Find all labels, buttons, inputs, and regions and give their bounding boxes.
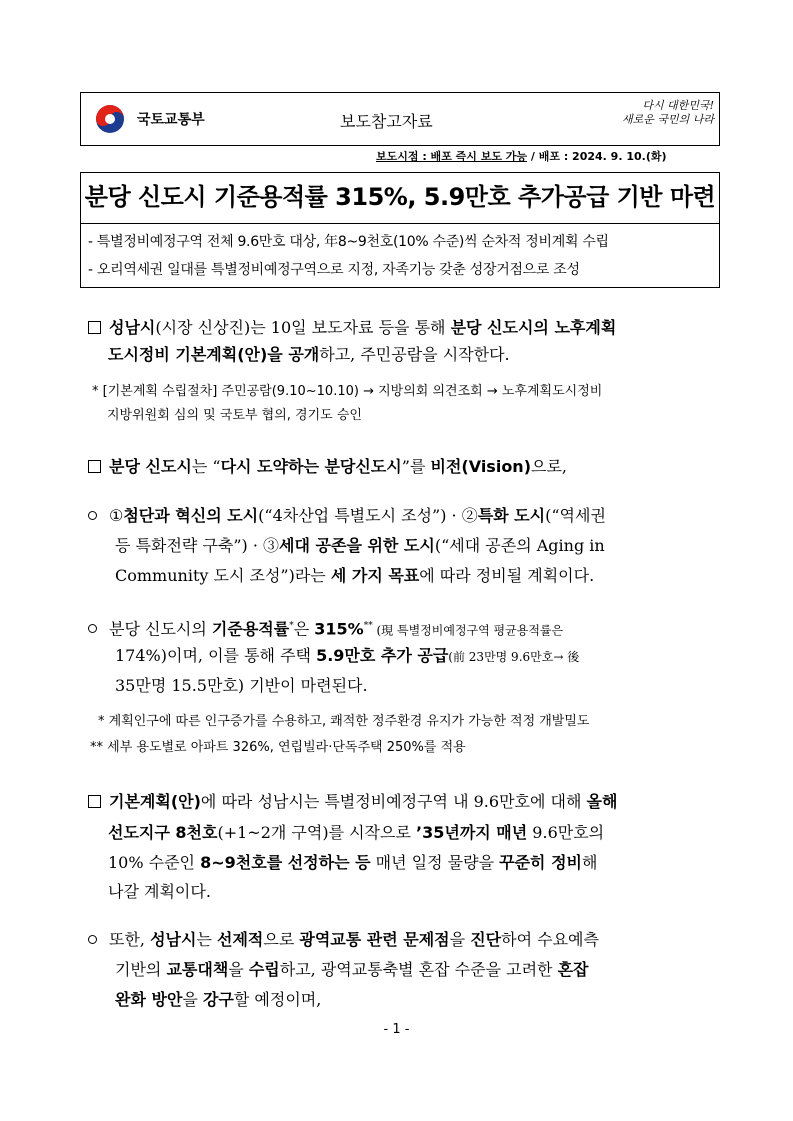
square-bullet-icon xyxy=(88,321,101,334)
paragraph-4-line-2: 174%)이며, 이를 통해 주택 5.9만호 추가 공급(前 23만명 9.6만호→ 後 xyxy=(115,646,580,665)
paragraph-5-line-1: 기본계획(안)에 따라 성남시는 특별정비예정구역 내 9.6만호에 대해 올해 xyxy=(88,792,617,812)
release-date: / 배포 : 2024. 9. 10.(화) xyxy=(527,150,667,163)
paragraph-4-note-1: * 계획인구에 따른 인구증가를 수용하고, 쾌적한 정주환경 유지가 가능한 적정 개발밀도 xyxy=(98,714,590,729)
paragraph-4-note-2: ** 세부 용도별로 아파트 326%, 연립빌라·단독주택 250%를 적용 xyxy=(90,740,466,755)
subtitle-1: - 특별정비예정구역 전체 9.6만호 대상, 年8~9천호(10% 수준)씩 순차적 정비계획 수립 xyxy=(88,234,609,250)
subtitle-2: - 오리역세권 일대를 특별정비예정구역으로 지정, 자족기능 갖춘 성장거점으로 조성 xyxy=(88,262,580,278)
circle-bullet-icon xyxy=(88,511,97,520)
paragraph-1-line-2: 도시정비 기본계획(안)을 공개하고, 주민공람을 시작한다. xyxy=(108,345,510,364)
paragraph-1-note-1: * [기본계획 수립절차] 주민공람(9.10~10.10) → 지방의회 의견조회 → 노후계획도시정비 xyxy=(92,384,603,399)
square-bullet-icon xyxy=(88,795,101,808)
paragraph-5-line-4: 나갈 계획이다. xyxy=(108,882,211,901)
ministry-name: 국토교통부 xyxy=(137,112,205,128)
release-label: 보도시점 : 배포 즉시 보도 가능 xyxy=(376,150,528,163)
page-title: 분당 신도시 기준용적률 315%, 5.9만호 추가공급 기반 마련 xyxy=(84,183,716,211)
paragraph-4-line-1: 분당 신도시의 기준용적률*은 315%** (現 특별정비예정구역 평균용적률은 xyxy=(88,616,563,640)
page-number: - 1 - xyxy=(383,1022,410,1037)
document-type: 보도참고자료 xyxy=(340,112,433,131)
circle-bullet-icon xyxy=(88,624,97,633)
paragraph-6-line-1: 또한, 성남시는 선제적으로 광역교통 관련 문제점을 진단하여 수요예측 xyxy=(88,930,599,950)
square-bullet-icon xyxy=(88,460,101,473)
circle-bullet-icon xyxy=(88,935,97,944)
slogan xyxy=(582,99,714,127)
paragraph-3-line-1: ①첨단과 혁신의 도시(“4차산업 특별도시 조성”) · ②특화 도시(“역세권 xyxy=(88,506,606,526)
paragraph-5-line-2: 선도지구 8천호(+1~2개 구역)를 시작으로 ’35년까지 매년 9.6만호의 xyxy=(108,823,605,842)
paragraph-1-line-1: 성남시(시장 신상진)는 10일 보도자료 등을 통해 분당 신도시의 노후계획 xyxy=(88,318,616,338)
paragraph-3-line-3: Community 도시 조성”)라는 세 가지 목표에 따라 정비될 계획이다. xyxy=(115,566,595,585)
paragraph-4-line-3: 35만명 15.5만호) 기반이 마련된다. xyxy=(115,676,368,695)
paragraph-1-note-2: 지방위원회 심의 및 국토부 협의, 경기도 승인 xyxy=(107,408,362,423)
paragraph-6-line-3: 완화 방안을 강구할 예정이며, xyxy=(115,990,322,1009)
slogan-line-2: 새로운 국민의 나라 xyxy=(621,113,714,126)
release-info xyxy=(376,148,667,164)
paragraph-2: 분당 신도시는 “다시 도약하는 분당신도시”를 비전(Vision)으로, xyxy=(88,457,567,477)
paragraph-6-line-2: 기반의 교통대책을 수립하고, 광역교통축별 혼잡 수준을 고려한 혼잡 xyxy=(115,960,589,979)
government-logo-icon xyxy=(94,103,126,135)
paragraph-3-line-2: 등 특화전략 구축”) · ③세대 공존을 위한 도시(“세대 공존의 Aging in xyxy=(115,536,605,555)
paragraph-5-line-3: 10% 수준인 8~9천호를 선정하는 등 매년 일정 물량을 꾸준히 정비해 xyxy=(108,853,598,872)
title-divider xyxy=(80,223,720,224)
slogan-line-1: 다시 대한민국! xyxy=(642,99,714,112)
